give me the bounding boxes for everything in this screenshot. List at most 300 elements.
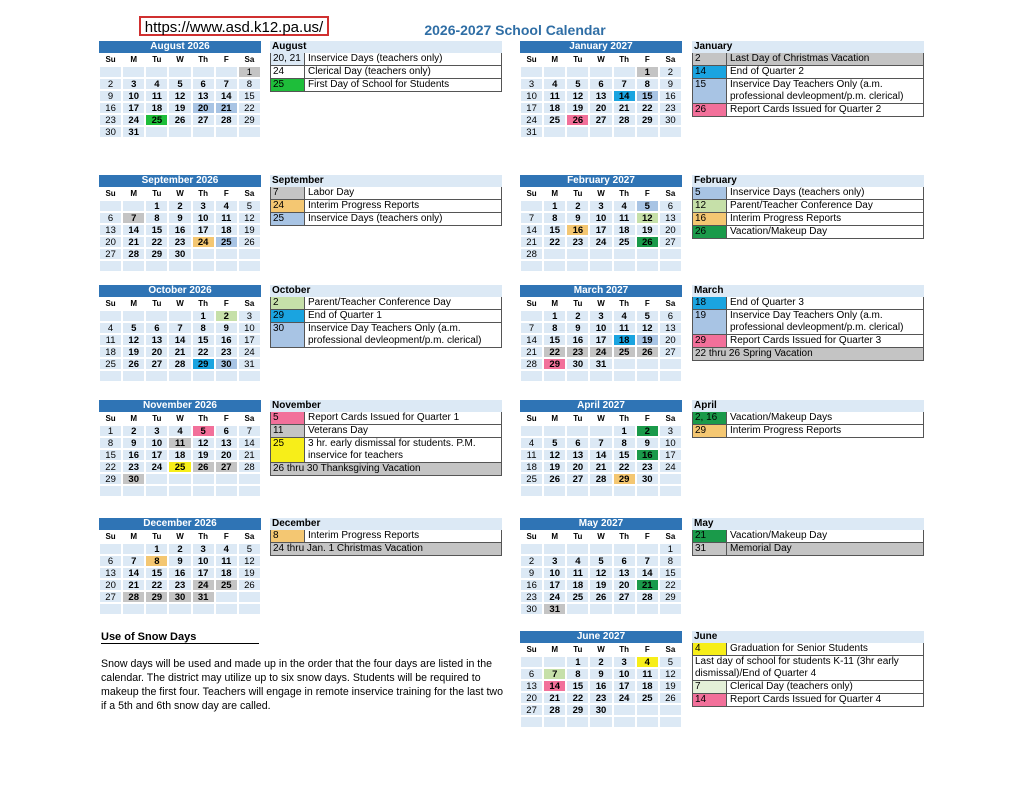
day-cell: 3 — [238, 310, 261, 322]
page-title: 2026-2027 School Calendar — [424, 22, 606, 38]
day-cell: 29 — [636, 114, 659, 126]
day-cell: 24 — [520, 114, 543, 126]
day-cell: 16 — [566, 224, 589, 236]
day-cell: 26 — [659, 692, 682, 704]
day-cell: 22 — [145, 579, 168, 591]
empty-day-cell — [543, 126, 566, 138]
empty-day-cell — [659, 370, 682, 382]
day-cell: 24 — [589, 346, 612, 358]
empty-day-cell — [99, 603, 122, 615]
legend-row — [270, 323, 502, 348]
empty-day-cell — [122, 310, 145, 322]
legend-date-code: 11 — [271, 425, 305, 437]
day-cell: 7 — [122, 555, 145, 567]
legend-row — [692, 79, 924, 104]
weekday-label: Sa — [665, 55, 676, 64]
weekday-label: M — [130, 299, 138, 308]
empty-day-cell — [659, 716, 682, 728]
day-cell: 25 — [520, 473, 543, 485]
day-cell: 20 — [589, 102, 612, 114]
day-cell: 21 — [215, 102, 238, 114]
empty-day-cell — [215, 66, 238, 78]
empty-day-cell — [99, 66, 122, 78]
day-cell: 12 — [659, 668, 682, 680]
legend-event-text: Veterans Day — [308, 425, 369, 436]
day-cell: 23 — [168, 236, 191, 248]
legend-row — [270, 297, 502, 310]
empty-day-cell — [122, 200, 145, 212]
weekday-header — [99, 187, 261, 200]
day-cell: 1 — [613, 425, 636, 437]
legend-event-text: End of Quarter 3 — [730, 297, 804, 308]
weekday-label: M — [551, 532, 559, 541]
empty-day-cell — [613, 358, 636, 370]
day-cell: 7 — [215, 78, 238, 90]
day-cell: 11 — [215, 212, 238, 224]
day-cell: 25 — [543, 114, 566, 126]
day-cell: 9 — [520, 567, 543, 579]
day-cell: 17 — [589, 334, 612, 346]
empty-day-cell — [520, 66, 543, 78]
day-cell: 11 — [145, 90, 168, 102]
day-cell: 27 — [520, 704, 543, 716]
month-calendar — [99, 518, 261, 615]
day-cell: 27 — [613, 591, 636, 603]
day-cell: 21 — [122, 579, 145, 591]
empty-day-cell — [520, 310, 543, 322]
day-cell: 30 — [99, 126, 122, 138]
day-cell: 24 — [192, 236, 215, 248]
day-cell: 13 — [99, 567, 122, 579]
empty-day-cell — [543, 260, 566, 272]
weekday-label: Tu — [152, 414, 162, 423]
day-cell: 28 — [543, 704, 566, 716]
legend-month-title: November — [270, 400, 502, 412]
legend-date-code: 14 — [693, 694, 727, 706]
weekday-label: Th — [619, 532, 630, 541]
legend-event-text: Memorial Day — [730, 543, 792, 554]
weekday-label: F — [223, 55, 229, 64]
day-cell: 10 — [192, 212, 215, 224]
day-cell: 27 — [99, 248, 122, 260]
legend-month-title: August — [270, 41, 502, 53]
day-cell: 5 — [122, 322, 145, 334]
day-cell: 28 — [589, 473, 612, 485]
legend-date-code: 25 — [271, 79, 305, 91]
day-cell: 22 — [145, 236, 168, 248]
day-cell: 25 — [613, 236, 636, 248]
legend-date-code: 5 — [271, 412, 305, 424]
day-grid — [99, 543, 261, 615]
legend-row — [692, 643, 924, 656]
legend-row — [270, 200, 502, 213]
weekday-label: W — [597, 189, 605, 198]
day-cell: 30 — [215, 358, 238, 370]
day-cell: 13 — [613, 567, 636, 579]
day-cell: 15 — [99, 449, 122, 461]
legend-date-code: 29 — [693, 425, 727, 437]
day-cell: 14 — [168, 334, 191, 346]
legend-date-code: 2 — [693, 53, 727, 65]
day-cell: 18 — [613, 224, 636, 236]
day-cell: 4 — [613, 310, 636, 322]
month-legend — [270, 41, 502, 92]
empty-day-cell — [520, 656, 543, 668]
legend-date-code: 14 — [693, 66, 727, 78]
day-grid — [520, 66, 682, 138]
weekday-label: Sa — [665, 532, 676, 541]
empty-day-cell — [589, 370, 612, 382]
day-cell: 5 — [659, 656, 682, 668]
day-cell: 12 — [566, 90, 589, 102]
weekday-label: F — [644, 532, 650, 541]
day-cell: 2 — [122, 425, 145, 437]
day-cell: 30 — [659, 114, 682, 126]
day-cell: 17 — [613, 680, 636, 692]
empty-day-cell — [215, 473, 238, 485]
day-cell: 15 — [543, 334, 566, 346]
empty-day-cell — [566, 603, 589, 615]
empty-day-cell — [99, 370, 122, 382]
day-cell: 15 — [192, 334, 215, 346]
day-cell: 13 — [99, 224, 122, 236]
day-cell: 5 — [238, 543, 261, 555]
empty-day-cell — [122, 543, 145, 555]
weekday-label: W — [176, 189, 184, 198]
weekday-label: Su — [526, 532, 537, 541]
empty-day-cell — [99, 200, 122, 212]
day-cell: 14 — [122, 224, 145, 236]
empty-day-cell — [636, 716, 659, 728]
day-cell: 15 — [543, 224, 566, 236]
day-cell: 17 — [192, 224, 215, 236]
day-cell: 29 — [566, 704, 589, 716]
day-cell: 10 — [238, 322, 261, 334]
empty-day-cell — [192, 603, 215, 615]
day-cell: 8 — [659, 555, 682, 567]
empty-day-cell — [659, 358, 682, 370]
day-cell: 27 — [215, 461, 238, 473]
legend-date-code: 19 — [693, 310, 727, 334]
empty-day-cell — [589, 260, 612, 272]
day-cell: 25 — [636, 692, 659, 704]
empty-day-cell — [215, 248, 238, 260]
day-cell: 4 — [215, 543, 238, 555]
day-cell: 6 — [99, 555, 122, 567]
day-cell: 19 — [543, 461, 566, 473]
day-cell: 6 — [659, 310, 682, 322]
legend-row — [692, 530, 924, 543]
day-cell: 21 — [168, 346, 191, 358]
legend-month-title: October — [270, 285, 502, 297]
day-cell: 19 — [589, 579, 612, 591]
day-cell: 30 — [520, 603, 543, 615]
legend-event-text: Vacation/Makeup Days — [730, 412, 833, 423]
day-cell: 20 — [659, 224, 682, 236]
day-cell: 23 — [168, 579, 191, 591]
empty-day-cell — [122, 260, 145, 272]
day-cell: 6 — [659, 200, 682, 212]
day-cell: 6 — [192, 78, 215, 90]
day-cell: 3 — [589, 200, 612, 212]
day-cell: 22 — [192, 346, 215, 358]
month-title: June 2027 — [520, 631, 682, 643]
day-cell: 31 — [589, 358, 612, 370]
legend-month-title: June — [692, 631, 924, 643]
legend-date-code: 25 — [271, 213, 305, 225]
day-cell: 25 — [99, 358, 122, 370]
day-cell: 6 — [145, 322, 168, 334]
empty-day-cell — [168, 126, 191, 138]
day-cell: 14 — [215, 90, 238, 102]
month-calendar — [520, 631, 682, 728]
empty-day-cell — [566, 370, 589, 382]
month-title: May 2027 — [520, 518, 682, 530]
day-cell: 3 — [192, 200, 215, 212]
day-cell: 12 — [238, 555, 261, 567]
weekday-header — [520, 530, 682, 543]
empty-day-cell — [589, 603, 612, 615]
district-url[interactable]: https://www.asd.k12.pa.us/ — [139, 16, 329, 36]
empty-day-cell — [99, 310, 122, 322]
day-cell: 9 — [589, 668, 612, 680]
weekday-label: F — [644, 55, 650, 64]
empty-day-cell — [566, 260, 589, 272]
empty-day-cell — [636, 485, 659, 497]
empty-day-cell — [238, 370, 261, 382]
month-title: April 2027 — [520, 400, 682, 412]
day-cell: 13 — [215, 437, 238, 449]
day-cell: 26 — [589, 591, 612, 603]
day-cell: 24 — [589, 236, 612, 248]
day-cell: 18 — [636, 680, 659, 692]
day-cell: 23 — [520, 591, 543, 603]
legend-span-row — [270, 543, 502, 556]
legend-month-title: March — [692, 285, 924, 297]
day-cell: 1 — [543, 310, 566, 322]
month-legend — [692, 400, 924, 438]
weekday-label: Tu — [152, 299, 162, 308]
day-cell: 3 — [613, 656, 636, 668]
day-cell: 4 — [168, 425, 191, 437]
day-cell: 16 — [168, 567, 191, 579]
empty-day-cell — [215, 260, 238, 272]
empty-day-cell — [659, 126, 682, 138]
legend-event-text: Graduation for Senior Students — [730, 643, 868, 654]
empty-day-cell — [215, 370, 238, 382]
day-grid — [99, 310, 261, 382]
day-cell: 5 — [636, 310, 659, 322]
legend-date-code: 16 — [693, 213, 727, 225]
empty-day-cell — [238, 126, 261, 138]
weekday-header — [99, 530, 261, 543]
legend-row — [270, 213, 502, 226]
day-cell: 15 — [613, 449, 636, 461]
day-cell: 25 — [215, 236, 238, 248]
day-grid — [520, 200, 682, 272]
day-cell: 6 — [215, 425, 238, 437]
legend-row — [692, 543, 924, 556]
empty-day-cell — [636, 248, 659, 260]
legend-event-text: Clerical Day (teachers only) — [308, 66, 431, 77]
day-cell: 9 — [659, 78, 682, 90]
legend-event-text: Report Cards Issued for Quarter 1 — [308, 412, 460, 423]
weekday-label: Sa — [244, 414, 255, 423]
day-cell: 24 — [122, 114, 145, 126]
day-cell: 25 — [168, 461, 191, 473]
month-title: August 2026 — [99, 41, 261, 53]
legend-event-text: Vacation/Makeup Day — [730, 226, 828, 237]
day-cell: 18 — [99, 346, 122, 358]
empty-day-cell — [659, 260, 682, 272]
day-cell: 15 — [145, 224, 168, 236]
day-cell: 14 — [543, 680, 566, 692]
month-title: September 2026 — [99, 175, 261, 187]
empty-day-cell — [589, 425, 612, 437]
empty-day-cell — [566, 543, 589, 555]
legend-month-title: December — [270, 518, 502, 530]
day-cell: 13 — [566, 449, 589, 461]
legend-date-code: 2 — [271, 297, 305, 309]
day-cell: 20 — [215, 449, 238, 461]
empty-day-cell — [168, 66, 191, 78]
day-cell: 5 — [238, 200, 261, 212]
legend-event-text: Interim Progress Reports — [730, 213, 842, 224]
empty-day-cell — [145, 310, 168, 322]
day-cell: 1 — [192, 310, 215, 322]
weekday-header — [520, 412, 682, 425]
legend-event-text: Report Cards Issued for Quarter 4 — [730, 694, 882, 705]
weekday-label: Tu — [152, 532, 162, 541]
legend-date-code: 26 — [693, 104, 727, 116]
day-cell: 16 — [215, 334, 238, 346]
weekday-label: W — [597, 532, 605, 541]
legend-event-text: Parent/Teacher Conference Day — [308, 297, 451, 308]
day-cell: 17 — [520, 102, 543, 114]
legend-row — [692, 425, 924, 438]
weekday-label: Sa — [665, 299, 676, 308]
empty-day-cell — [566, 66, 589, 78]
day-cell: 6 — [99, 212, 122, 224]
legend-span-text: 22 thru 26 Spring Vacation — [695, 348, 813, 359]
legend-month-title: September — [270, 175, 502, 187]
empty-day-cell — [520, 200, 543, 212]
legend-date-code: 8 — [271, 530, 305, 542]
day-cell: 13 — [145, 334, 168, 346]
empty-day-cell — [613, 248, 636, 260]
empty-day-cell — [589, 716, 612, 728]
weekday-label: Sa — [244, 299, 255, 308]
empty-day-cell — [589, 485, 612, 497]
legend-date-code: 24 — [271, 66, 305, 78]
day-cell: 10 — [192, 555, 215, 567]
day-cell: 4 — [520, 437, 543, 449]
weekday-label: Th — [198, 189, 209, 198]
day-cell: 5 — [543, 437, 566, 449]
day-cell: 5 — [168, 78, 191, 90]
legend-event-text: Clerical Day (teachers only) — [730, 681, 853, 692]
day-cell: 2 — [589, 656, 612, 668]
day-cell: 2 — [636, 425, 659, 437]
empty-day-cell — [566, 126, 589, 138]
weekday-label: F — [644, 645, 650, 654]
day-cell: 29 — [99, 473, 122, 485]
day-cell: 2 — [566, 310, 589, 322]
day-cell: 3 — [520, 78, 543, 90]
day-cell: 18 — [613, 334, 636, 346]
day-cell: 26 — [543, 473, 566, 485]
empty-day-cell — [520, 425, 543, 437]
day-cell: 21 — [636, 579, 659, 591]
weekday-label: W — [597, 55, 605, 64]
day-cell: 21 — [520, 346, 543, 358]
weekday-label: M — [130, 414, 138, 423]
day-cell: 30 — [168, 248, 191, 260]
empty-day-cell — [566, 248, 589, 260]
day-cell: 19 — [238, 567, 261, 579]
day-cell: 12 — [122, 334, 145, 346]
legend-span-text: Last day of school for students K-11 (3hr early dismissal)/End of Quarter 4 — [695, 656, 899, 679]
day-cell: 19 — [238, 224, 261, 236]
day-cell: 11 — [613, 212, 636, 224]
day-cell: 22 — [636, 102, 659, 114]
empty-day-cell — [636, 260, 659, 272]
day-cell: 6 — [613, 555, 636, 567]
weekday-label: Th — [198, 299, 209, 308]
legend-event-text: Last Day of Christmas Vacation — [730, 53, 870, 64]
weekday-label: W — [597, 645, 605, 654]
legend-event-text: Inservice Days (teachers only) — [730, 187, 865, 198]
empty-day-cell — [238, 485, 261, 497]
day-cell: 5 — [192, 425, 215, 437]
weekday-label: Th — [198, 532, 209, 541]
day-cell: 31 — [520, 126, 543, 138]
day-cell: 22 — [566, 692, 589, 704]
weekday-label: Tu — [573, 414, 583, 423]
day-cell: 21 — [238, 449, 261, 461]
empty-day-cell — [192, 370, 215, 382]
empty-day-cell — [543, 716, 566, 728]
day-cell: 17 — [145, 449, 168, 461]
day-cell: 3 — [659, 425, 682, 437]
empty-day-cell — [238, 248, 261, 260]
empty-day-cell — [215, 126, 238, 138]
legend-row — [692, 335, 924, 348]
day-cell: 5 — [589, 555, 612, 567]
day-cell: 25 — [215, 579, 238, 591]
legend-span-text: 24 thru Jan. 1 Christmas Vacation — [273, 543, 423, 554]
weekday-label: Sa — [244, 532, 255, 541]
weekday-label: Su — [526, 55, 537, 64]
legend-date-code: 31 — [693, 543, 727, 555]
day-cell: 2 — [168, 543, 191, 555]
day-cell: 23 — [636, 461, 659, 473]
legend-event-text: 3 hr. early dismissal for students. P.M. inservice for teachers — [308, 438, 476, 461]
day-cell: 29 — [543, 358, 566, 370]
empty-day-cell — [543, 425, 566, 437]
day-cell: 20 — [520, 692, 543, 704]
day-cell: 28 — [238, 461, 261, 473]
weekday-label: F — [223, 532, 229, 541]
day-cell: 9 — [168, 212, 191, 224]
day-cell: 7 — [636, 555, 659, 567]
day-cell: 25 — [613, 346, 636, 358]
legend-event-text: Interim Progress Reports — [308, 200, 420, 211]
day-cell: 9 — [566, 322, 589, 334]
empty-day-cell — [215, 603, 238, 615]
day-cell: 9 — [215, 322, 238, 334]
day-cell: 13 — [520, 680, 543, 692]
